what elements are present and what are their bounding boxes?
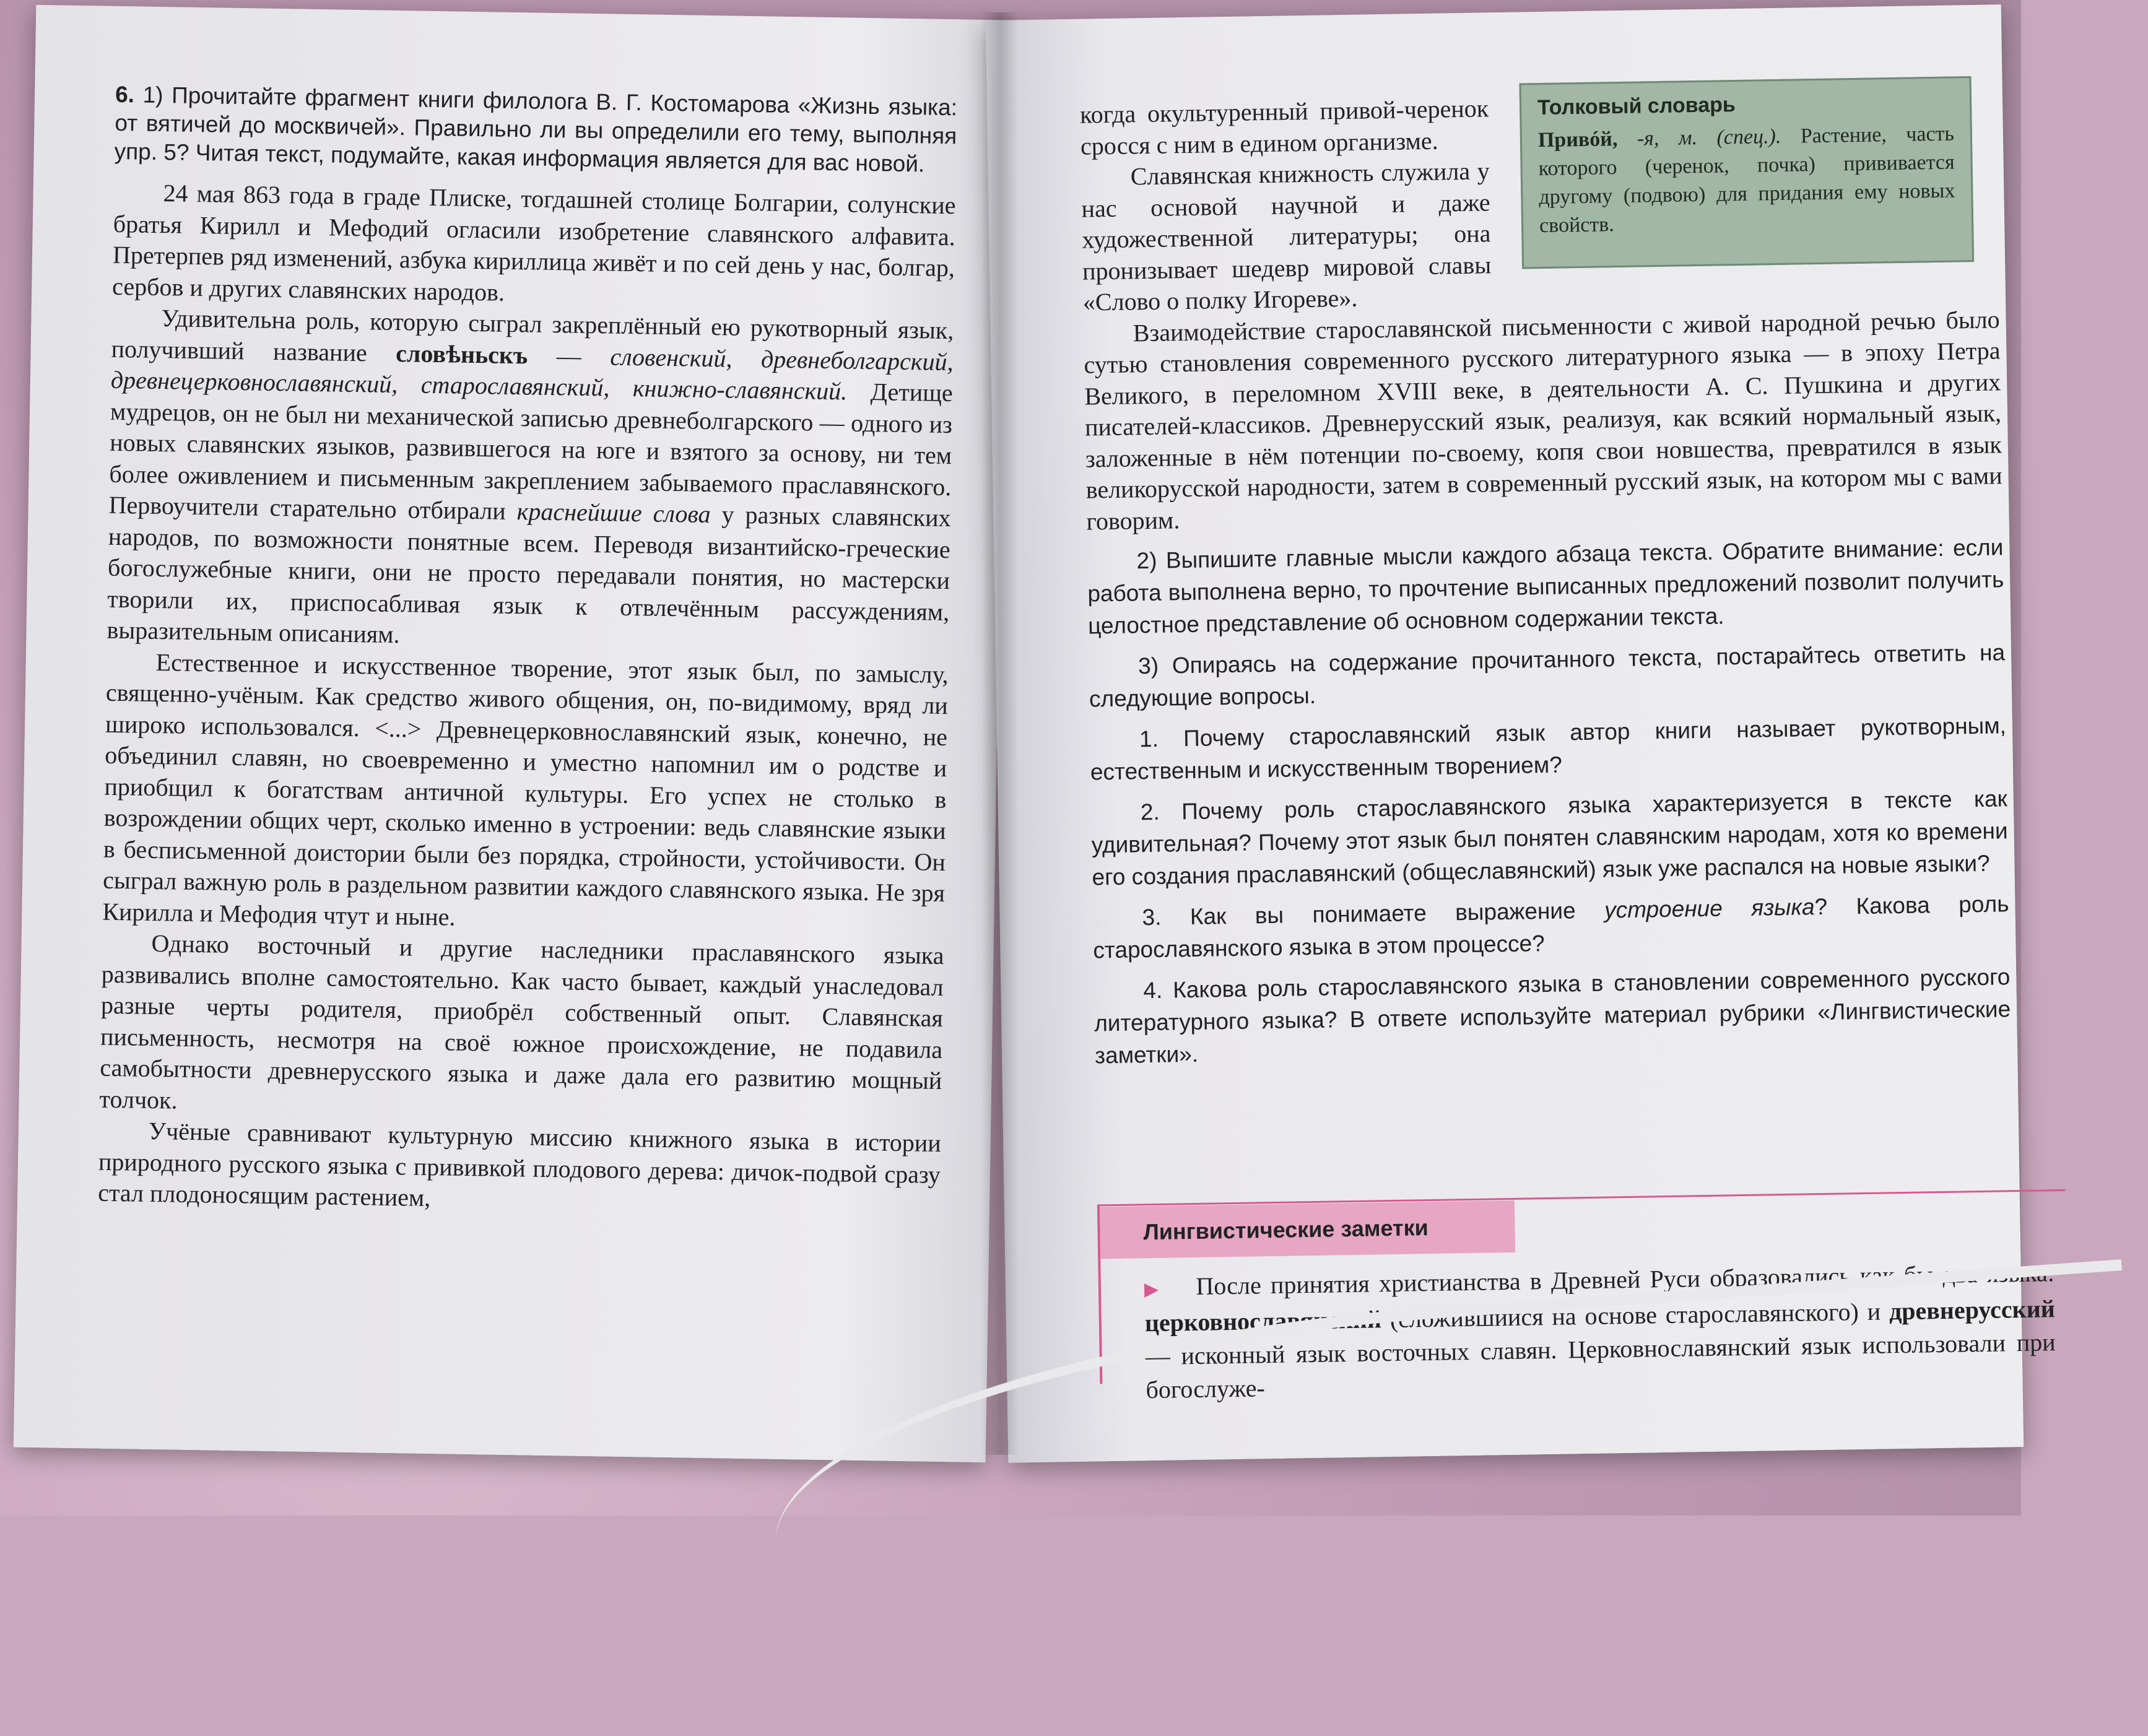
continuation-1: когда окультуренный привой-черенок сросся с ним в едином организме. bbox=[1079, 94, 1489, 160]
dictionary-entry bbox=[1538, 119, 1956, 240]
book-gutter bbox=[981, 12, 1019, 1455]
paragraph-5: Учёные сравнивают культурную миссию книжного языка в истории природного русского языка с прививкой плодового дерева: дичок-подвой сразу стал плодоносящим растением, bbox=[97, 1116, 942, 1212]
right-page bbox=[986, 4, 2056, 1462]
emphasis-words: краснейшие слова bbox=[516, 497, 711, 529]
right-narrow-text bbox=[1080, 93, 1492, 318]
paragraph-2-a: Удивительна роль, которую сыграл закреплённый ею рукотворный язык, получивший название bbox=[111, 304, 954, 367]
paragraph-4: Однако восточный и другие наследники праславянского языка развивались вполне самостоятельно. Как часто бывает, каждый унаследовал разные черты родителя, приобрёл собственный опыт. Славянская письменность, несмотря на своё южное происхождение, не подавила самобытности древнерусского языка и даже дала его развитию мощный толчок. bbox=[99, 929, 944, 1114]
dictionary-title: Толковый словарь bbox=[1537, 93, 1736, 120]
ling-text-c: — исконный язык восточных славян. Церковнославянский язык использовали при богослуже- bbox=[1145, 1328, 2056, 1404]
task-3: 3) Опираясь на содержание прочитанного текста, постарайтесь ответить на следующие вопросы. bbox=[1089, 640, 2006, 712]
dictionary-definition: Растение, часть которого (черенок, почка) прививается другому (подвою) для придания ему новых свойств. bbox=[1538, 122, 1955, 238]
ling-text-b: (сложившийся на основе старославянского) и bbox=[1389, 1297, 1881, 1334]
language-names: словенский, древнеболгарский, древнецерковнославянский, старославянский, книжно-славянский. bbox=[110, 342, 954, 406]
linguistic-notes-title: Лингвистические заметки bbox=[1100, 1200, 1515, 1259]
question-3-a: 3. Как вы понимаете выражение bbox=[1142, 898, 1576, 931]
paragraph-1: 24 мая 863 года в граде Плиске, тогдашней столице Болгарии, солунские братья Кирилл и Мефодий огласили изобретение славянского алфавита. Претерпев ряд изменений, азбука кириллица живёт и по сей день у нас, болгар, сербов и других славянских народов. bbox=[111, 179, 956, 306]
task-questions bbox=[1087, 531, 2011, 1072]
dictionary-grammar: -я, м. (спец.). bbox=[1637, 124, 1781, 150]
continuation-2: Славянская книжность служила у нас основой научной и даже художественной литературы; она пронизывает шедевр мировой славы «Слово о полку Игореве». bbox=[1081, 157, 1492, 316]
triangle-bullet-icon: ▶ bbox=[1144, 1278, 1162, 1300]
question-3-b: ? Какова роль старославянского языка в этом процессе? bbox=[1093, 891, 2009, 963]
question-3-emphasis: устроение языка bbox=[1604, 894, 1815, 923]
task-6-intro bbox=[114, 80, 957, 179]
task-2: 2) Выпишите главные мысли каждого абзаца текста. Обратите внимание: если работа выполнена верно, то прочтение выписанных предложений позволит получить целостное представление об основном содержании текста. bbox=[1087, 534, 2004, 639]
paragraph-2 bbox=[107, 302, 954, 659]
left-page-text bbox=[98, 80, 957, 1222]
question-2: 2. Почему роль старославянского языка характеризуется в тексте как удивительная? Почему этот язык был понятен славянским народам, хотя ко времени его создания праславянский (общеславянский) язык уже распался на новые языки? bbox=[1091, 786, 2008, 890]
ling-text-a: После принятия христианства в Древней Руси образовались как бы два языка: bbox=[1196, 1259, 2055, 1300]
question-1: 1. Почему старославянский язык автор книги называет рукотворным, естественным и искусственным творением? bbox=[1090, 713, 2007, 785]
paragraph-3: Естественное и искусственное творение, этот язык был, по замыслу, священно-учёным. Как средство живого общения, он, по-видимому, вряд ли широко использовался. <...> Древнецерковнославянский язык, конечно, не объединил славян, но своевременно и уместно напомнил им о родстве и приобщил к богатствам античной культуры. Его успех не столько в возрождении общих черт, сколько именно в устроении: ведь славянские языки в бесписьменной доистории были без порядка, стройности, устойчивости. Он сыграл важную роль в раздельном развитии каждого славянского языка. Не зря Кирилла и Мефодия чтут и ныне. bbox=[102, 648, 949, 931]
question-4: 4. Какова роль старославянского языка в становлении современного русского литературного языка? В ответе используйте материал рубрики «Лингвистические заметки». bbox=[1094, 964, 2011, 1069]
ling-bold-1: церковнославянский bbox=[1144, 1305, 1382, 1337]
old-slavonic-word: словѣньскъ bbox=[395, 339, 528, 369]
open-textbook bbox=[25, 12, 2056, 1455]
continuation-3: Взаимодействие старославянской письменности с живой народной речью было сутью становления современного русского литературного языка — в эпоху Петра Великого, в переломном XVIII веке, в деятельности А. С. Пушкина и других писателей-классиков. Древнерусский язык, реализуя, как всякий нормальный язык, заложенные в нём потенции по-своему, копя свои новшества, превратился в язык великорусской народности, затем в современный русский язык, на котором мы с вами говорим. bbox=[1084, 305, 2002, 536]
question-3 bbox=[1092, 888, 2009, 966]
dictionary-box bbox=[1520, 76, 1975, 269]
paragraph-2-dash: — bbox=[556, 341, 582, 370]
dictionary-headword: Привóй, bbox=[1537, 128, 1618, 152]
linguistic-notes-rule bbox=[1100, 1189, 2066, 1207]
task-6-text: 1) Прочитайте фрагмент книги филолога В. Г. Костомарова «Жизнь языка: от вятичей до москвичей». Правильно ли вы определили его тему, выполняя упр. 5? Читая текст, подумайте, какая информация является для вас новой. bbox=[114, 82, 958, 177]
ling-bold-2: древнерусский bbox=[1889, 1295, 2056, 1326]
paragraph-2-d: у разных славянских народов, по возможности понятные всем. Переводя византийско-греческие богослужебные книги, они не просто передавали понятия, но мастерски творили их, приспосабливая язык к отвлечённым рассуждениям, выразительным описаниям. bbox=[107, 500, 951, 649]
left-page bbox=[14, 5, 1008, 1462]
task-number: 6. bbox=[115, 81, 135, 108]
paragraph-2-c: Детище мудрецов, он не был ни механической записью древнеболгарского — одного из новых славянских языков, развившегося на юге и взятого за основу, ни тем более оживлением и письменным закреплением забываемого праславянского. Первоучители старательно отбирали bbox=[108, 378, 954, 525]
